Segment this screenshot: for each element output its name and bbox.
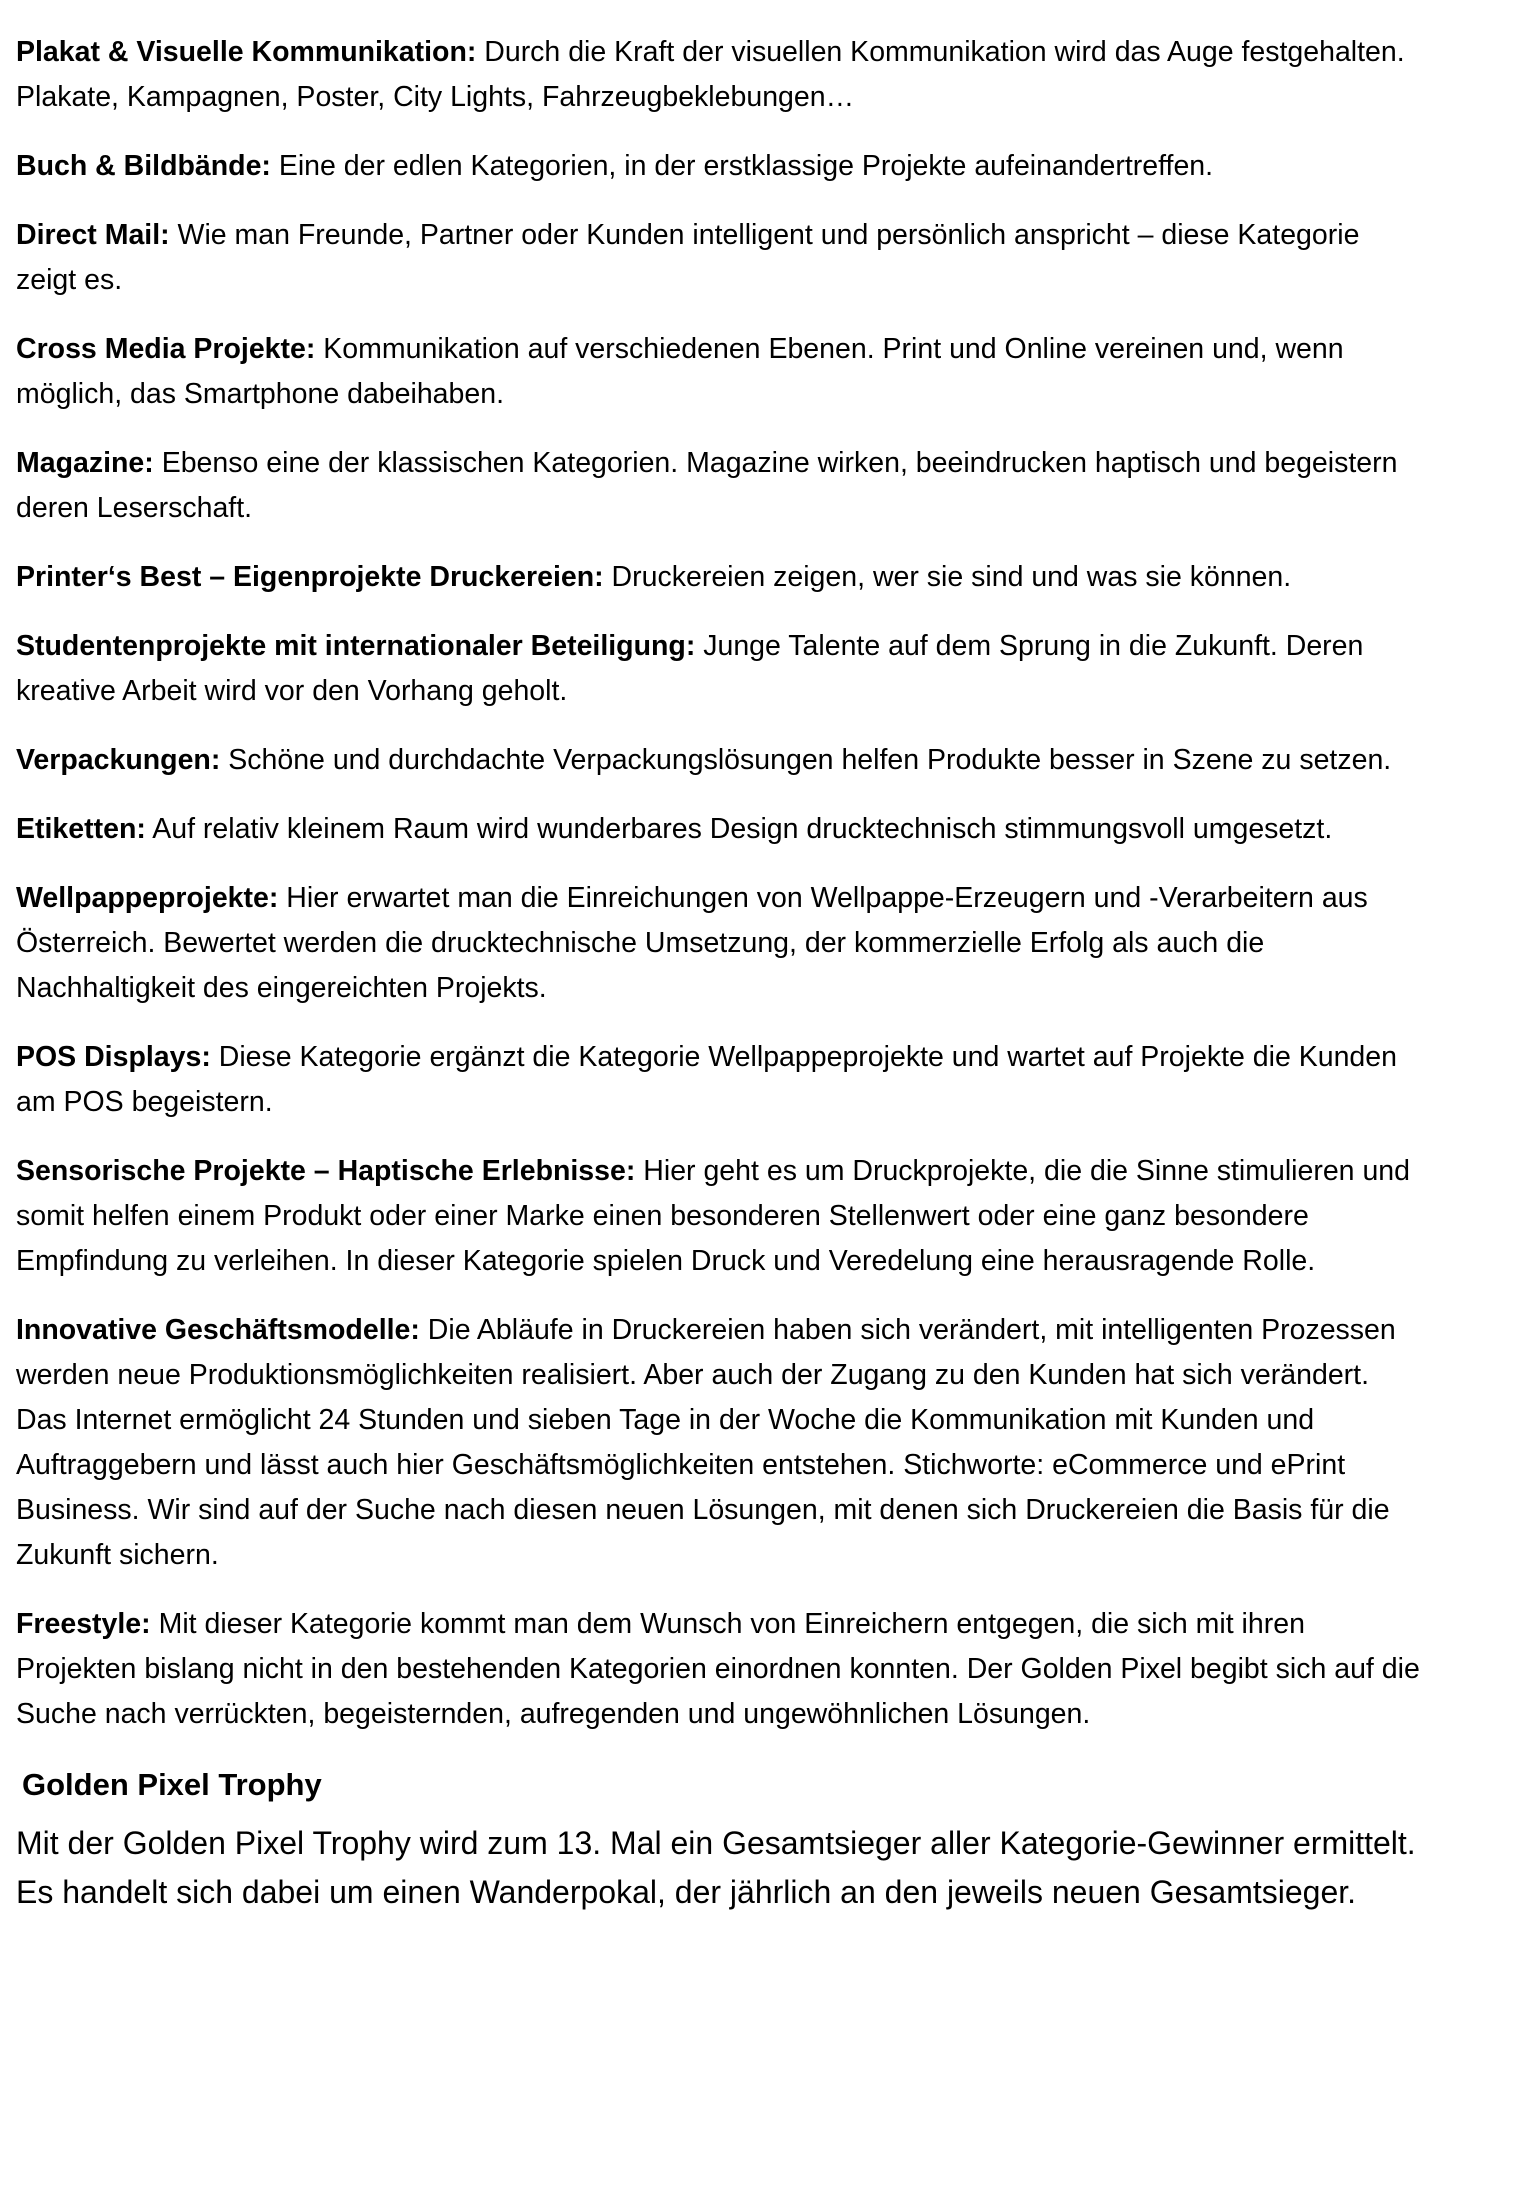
category-term: Verpackungen: [16, 744, 221, 776]
category-magazine [16, 441, 1426, 531]
category-wellpappeprojekte [16, 876, 1426, 1011]
category-description: Druckereien zeigen, wer sie sind und was sie können. [603, 561, 1292, 593]
category-description: Wie man Freunde, Partner oder Kunden intelligent und persönlich anspricht – diese Kategorie zeigt es. [16, 219, 1360, 296]
category-description: Die Abläufe in Druckereien haben sich verändert, mit intelligenten Prozessen werden neue Produktionsmöglichkeiten realisiert. Aber auch der Zugang zu den Kunden hat sich verändert. Das Internet ermöglicht 24 Stunden und sieben Tage in der Woche die Kommunikation mit Kunden und Auftraggebern und lässt auch hier Geschäftsmöglichkeiten entstehen. Stichworte: eCommerce und ePrint Business. Wir sind auf der Suche nach diesen neuen Lösungen, mit denen sich Druckereien die Basis für die Zukunft sichern. [16, 1314, 1396, 1571]
category-description: Hier erwartet man die Einreichungen von Wellpappe-Erzeugern und -Verarbeitern aus Österreich. Bewertet werden die drucktechnische Umsetzung, der kommerzielle Erfolg als auch die Nachhaltigkeit des eingereichten Projekts. [16, 882, 1368, 1004]
document-page [16, 30, 1426, 1917]
category-description: Schöne und durchdachte Verpackungslösungen helfen Produkte besser in Szene zu setzen. [220, 744, 1392, 776]
trophy-paragraph: Mit der Golden Pixel Trophy wird zum 13. Mal ein Gesamtsieger aller Kategorie-Gewinner ermittelt. Es handelt sich dabei um einen Wanderpokal, der jährlich an den jeweils neuen Gesamtsieger. [16, 1825, 1416, 1910]
category-verpackungen [16, 738, 1426, 783]
category-cross-media [16, 327, 1426, 417]
category-description: Mit dieser Kategorie kommt man dem Wunsch von Einreichern entgegen, die sich mit ihren Projekten bislang nicht in den bestehenden Kategorien einordnen konnten. Der Golden Pixel begibt sich auf die Suche nach verrückten, begeisternden, aufregenden und ungewöhnlichen Lösungen. [16, 1608, 1420, 1730]
category-description: Diese Kategorie ergänzt die Kategorie Wellpappeprojekte und wartet auf Projekte die Kunden am POS begeistern. [16, 1041, 1397, 1118]
category-term: Cross Media Projekte: [16, 333, 316, 365]
category-description: Hier geht es um Druckprojekte, die die Sinne stimulieren und somit helfen einem Produkt oder einer Marke einen besonderen Stellenwert oder eine ganz besondere Empfindung zu verleihen. In dieser Kategorie spielen Druck und Veredelung eine herausragende Rolle. [16, 1155, 1410, 1277]
category-term: Direct Mail: [16, 219, 170, 251]
category-description: Durch die Kraft der visuellen Kommunikation wird das Auge festgehalten. Plakate, Kampagnen, Poster, City Lights, Fahrzeugbeklebungen… [16, 36, 1405, 113]
category-description: Ebenso eine der klassischen Kategorien. Magazine wirken, beeindrucken haptisch und begeistern deren Leserschaft. [16, 447, 1398, 524]
category-description: Junge Talente auf dem Sprung in die Zukunft. Deren kreative Arbeit wird vor den Vorhang geholt. [16, 630, 1364, 707]
category-term: Magazine: [16, 447, 154, 479]
category-sensorische-projekte [16, 1149, 1426, 1284]
trophy-heading: Golden Pixel Trophy [22, 1767, 322, 1802]
category-description: Eine der edlen Kategorien, in der erstklassige Projekte aufeinandertreffen. [270, 150, 1214, 182]
category-studentenprojekte [16, 624, 1426, 714]
category-term: Studentenprojekte mit internationaler Beteiligung: [16, 630, 696, 662]
category-term: Buch & Bildbände: [16, 150, 271, 182]
category-printers-best [16, 555, 1426, 600]
category-pos-displays [16, 1035, 1426, 1125]
category-term: Plakat & Visuelle Kommunikation: [16, 36, 477, 68]
category-term: Wellpappeprojekte: [16, 882, 279, 914]
category-term: POS Displays: [16, 1041, 211, 1073]
category-description: Auf relativ kleinem Raum wird wunderbares Design drucktechnisch stimmungsvoll umgesetzt. [145, 813, 1333, 845]
category-term: Innovative Geschäftsmodelle: [16, 1314, 420, 1346]
category-innovative-geschaeftsmodelle [16, 1308, 1426, 1578]
category-term: Etiketten: [16, 813, 146, 845]
category-plakat [16, 30, 1426, 120]
category-etiketten [16, 807, 1426, 852]
category-direct-mail [16, 213, 1426, 303]
category-term: Sensorische Projekte – Haptische Erlebnisse: [16, 1155, 636, 1187]
category-freestyle [16, 1602, 1426, 1737]
category-term: Freestyle: [16, 1608, 151, 1640]
category-description: Kommunikation auf verschiedenen Ebenen. Print und Online vereinen und, wenn möglich, das Smartphone dabeihaben. [16, 333, 1344, 410]
category-term: Printer‘s Best – Eigenprojekte Druckereien: [16, 561, 604, 593]
category-buch [16, 144, 1426, 189]
